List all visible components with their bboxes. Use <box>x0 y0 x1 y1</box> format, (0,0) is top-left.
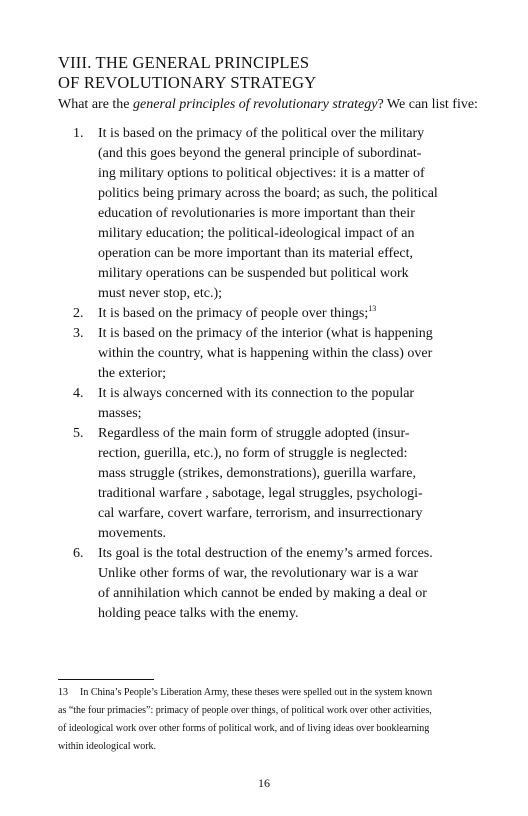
list-item-line-text: It is based on the primacy of people over things; <box>98 306 369 321</box>
list-item-line-text: education of revolutionaries is more important than their <box>98 206 415 221</box>
intro-text-before: What are the <box>58 97 134 112</box>
list-item-line <box>98 224 478 244</box>
list-item-line <box>98 144 478 164</box>
list-item-line <box>98 404 478 424</box>
list-item-line <box>98 124 478 144</box>
list-item-line-text: It is based on the primacy of the interior (what is happening <box>98 326 433 341</box>
list-item-line <box>98 184 478 204</box>
list-item-line-text: ing military options to political objectives: it is a matter of <box>98 166 425 181</box>
list-item <box>58 124 478 304</box>
list-item-number: 1. <box>73 126 84 141</box>
principles-list <box>58 124 478 624</box>
intro-emphasis: general principles of revolutionary strategy <box>133 97 378 112</box>
footnote-line <box>58 720 490 738</box>
footnote-rule <box>58 679 154 680</box>
list-item-line-text: holding peace talks with the enemy. <box>98 606 299 621</box>
list-item-line <box>98 524 478 544</box>
footnote-line-text: as “the four primacies”: primacy of people over things, of political work over other activities, <box>58 705 432 716</box>
list-item-line-text: Its goal is the total destruction of the enemy’s armed forces. <box>98 546 433 561</box>
list-item-line <box>98 584 478 604</box>
list-item-line <box>98 384 478 404</box>
list-item-line <box>98 364 478 384</box>
footnote-line <box>58 738 490 756</box>
list-item <box>58 324 478 384</box>
list-item-line-text: of annihilation which cannot be ended by making a deal or <box>98 586 427 601</box>
footnote-line-text: within ideological work. <box>58 741 157 752</box>
list-item-line <box>98 484 478 504</box>
list-item-line-text: (and this goes beyond the general principle of subordinat- <box>98 146 422 161</box>
list-item-line-text: cal warfare, covert warfare, terrorism, and insurrectionary <box>98 506 423 521</box>
list-item-line <box>98 244 478 264</box>
intro-paragraph <box>58 95 498 115</box>
list-item-line-text: operation can be more important than its material effect, <box>98 246 414 261</box>
list-item-line-text: It is always concerned with its connection to the popular <box>98 386 415 401</box>
footnote-number: 13 <box>58 687 68 698</box>
list-item <box>58 424 478 544</box>
section-heading-line-2: OF REVOLUTIONARY STRATEGY <box>58 73 317 92</box>
list-item <box>58 384 478 424</box>
list-item-number: 2. <box>73 306 84 321</box>
list-item-number: 3. <box>73 326 84 341</box>
list-item-line <box>98 504 478 524</box>
list-item-line-text: military operations can be suspended but political work <box>98 266 409 281</box>
section-heading-line-1: VIII. THE GENERAL PRINCIPLES <box>58 53 310 72</box>
footnote-reference[interactable]: 13 <box>368 304 377 313</box>
list-item-line <box>98 324 478 344</box>
list-item-number: 5. <box>73 426 84 441</box>
list-item-line <box>98 204 478 224</box>
list-item-line <box>98 464 478 484</box>
list-item-line <box>98 564 478 584</box>
list-item-line-text: must never stop, etc.); <box>98 286 223 301</box>
list-item-line-text: mass struggle (strikes, demonstrations), guerilla warfare, <box>98 466 417 481</box>
footnote-line-text: of ideological work over other forms of political work, and of living ideas over booklearning <box>58 723 430 734</box>
list-item-line <box>98 284 478 304</box>
list-item-line <box>98 304 478 324</box>
list-item-line-text: It is based on the primacy of the political over the military <box>98 126 425 141</box>
list-item-line-text: traditional warfare , sabotage, legal struggles, psychologi- <box>98 486 423 501</box>
list-item-line-text: politics being primary across the board; as such, the political <box>98 186 438 201</box>
list-item-line <box>98 264 478 284</box>
list-item-line <box>98 424 478 444</box>
page-number: 16 <box>258 776 270 790</box>
list-item-line-text: the exterior; <box>98 366 167 381</box>
list-item-number: 6. <box>73 546 84 561</box>
list-item-line <box>98 604 478 624</box>
list-item-line-text: Unlike other forms of war, the revolutionary war is a war <box>98 566 419 581</box>
footnote <box>58 684 490 756</box>
list-item-number: 4. <box>73 386 84 401</box>
list-item <box>58 304 478 324</box>
list-item-line-text: movements. <box>98 526 167 541</box>
list-item-line-text: military education; the political-ideological impact of an <box>98 226 415 241</box>
list-item-line-text: Regardless of the main form of struggle adopted (insur- <box>98 426 410 441</box>
list-item-line <box>98 444 478 464</box>
list-item-line-text: within the country, what is happening within the class) over <box>98 346 433 361</box>
footnote-line-text: In China’s People’s Liberation Army, these theses were spelled out in the system known <box>80 687 433 698</box>
footnote-line <box>58 702 490 720</box>
list-item <box>58 544 478 624</box>
list-item-line <box>98 544 478 564</box>
list-item-line-text: rection, guerilla, etc.), no form of struggle is neglected: <box>98 446 408 461</box>
list-item-line <box>98 164 478 184</box>
intro-text-after: ? We can list five: <box>377 97 478 112</box>
footnote-line <box>58 684 490 702</box>
section-heading <box>58 53 478 93</box>
list-item-line-text: masses; <box>98 406 142 421</box>
list-item-line <box>98 344 478 364</box>
